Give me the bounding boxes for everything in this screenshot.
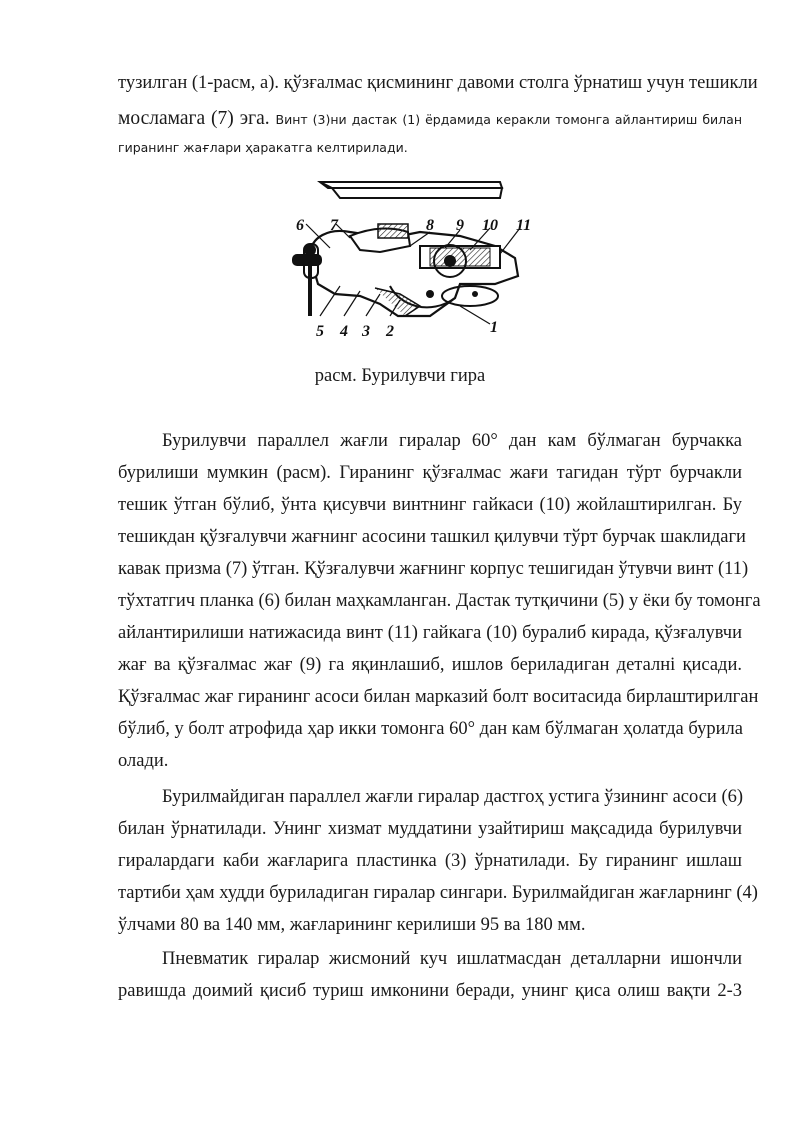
intro-line-2-sans: Винт (3)ни дастак (1) ёрдамида керакли томонга айлантириш билан <box>275 112 742 127</box>
p1-line-3: тешикдан қўзғалувчи жағнинг асосини ташкил қилувчи тўрт бурчак шаклидаги <box>118 527 746 547</box>
p1-line-0: Бурилувчи параллел жағли гиралар 60° дан кам бўлмаган бурчакка <box>162 431 742 451</box>
vise-figure <box>280 166 570 352</box>
label-8: 8 <box>426 217 434 234</box>
label-6: 6 <box>296 217 304 234</box>
label-4: 4 <box>340 323 348 340</box>
label-7: 7 <box>330 217 338 234</box>
p3-line-0: Пневматик гиралар жисмоний куч ишлатмасдан деталларни ишончли <box>162 949 742 969</box>
p1-line-1: бурилиши мумкин (расм). Гиранинг қўзғалмас жағи тагидан тўрт бурчакли <box>118 463 742 483</box>
p2-line-2: гиралардаги каби жағларига пластинка (3) ўрнатилади. Бу гиранинг ишлаш <box>118 851 742 871</box>
p1-line-7: жағ ва қўзғалмас жағ (9) га яқинлашиб, ишлов бериладиган деталнi қисади. <box>118 655 742 675</box>
p1-line-10: олади. <box>118 751 169 771</box>
label-10: 10 <box>482 217 498 234</box>
label-11: 11 <box>516 217 532 234</box>
p2-line-1: билан ўрнатилади. Унинг хизмат муддатини узайтириш мақсадида бурилувчи <box>118 819 742 839</box>
p1-line-8: Қўзғалмас жағ гиранинг асоси билан марказий болт воситасида бирлаштирилган <box>118 687 759 707</box>
p1-line-5: тўхтатгич планка (6) билан маҳкамланган. Дастак тутқичини (5) у ёки бу томонга <box>118 591 761 611</box>
vise-body-drawing <box>310 224 518 316</box>
p1-line-9: бўлиб, у болт атрофида ҳар икки томонга 60° дан кам бўлмаган ҳолатда бурила <box>118 719 743 739</box>
p2-line-3: тартиби ҳам худди буриладиган гиралар сингари. Бурилмайдиган жағларнинг (4) <box>118 883 758 903</box>
p1-line-4: кавак призма (7) ўтган. Қўзғалувчи жағнинг корпус тешигидан ўтувчи винт (11) <box>118 559 749 579</box>
p3-line-1: равишда доимий қисиб туриш имконини беради, унинг қиса олиш вақти 2-3 <box>118 981 742 1001</box>
label-3: 3 <box>362 323 370 340</box>
intro-line-1: тузилган (1-расм, а). қўзғалмас қисмининг давоми столга ўрнатиш учун тешикли <box>118 73 758 93</box>
label-9: 9 <box>456 217 464 234</box>
intro-line-2 <box>118 108 742 131</box>
label-2: 2 <box>386 323 394 340</box>
vise-drawing <box>280 166 570 352</box>
label-5: 5 <box>316 323 324 340</box>
jaw-plate-drawing <box>320 182 502 198</box>
label-1: 1 <box>490 319 498 336</box>
p1-line-6: айлантирилиши натижасида винт (11) гайкага (10) буралиб кирада, қўзғалувчи <box>118 623 742 643</box>
intro-line-3: гиранинг жағлари ҳаракатга келтирилади. <box>118 140 408 155</box>
intro-line-2-serif: мосламага (7) эга. <box>118 108 270 129</box>
figure-caption: расм. Бурилувчи гира <box>314 366 486 386</box>
p2-line-4: ўлчами 80 ва 140 мм, жағларининг керилиши 95 ва 180 мм. <box>118 915 586 935</box>
p1-line-2: тешик ўтган бўлиб, ўнта қисувчи винтнинг гайкаси (10) жойлаштирилган. Бу <box>118 495 742 515</box>
p2-line-0: Бурилмайдиган параллел жағли гиралар дастгоҳ устига ўзининг асоси (6) <box>162 787 744 807</box>
